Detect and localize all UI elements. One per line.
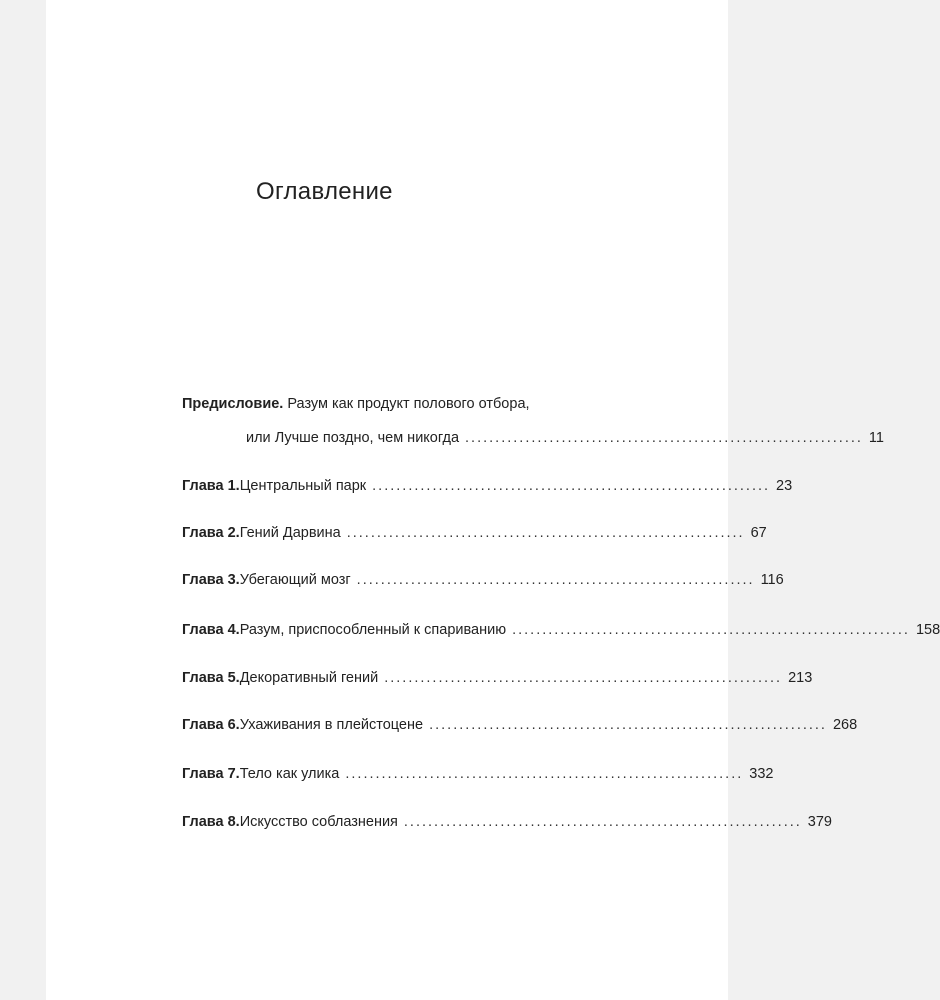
chapter-title: Декоративный гений [239, 670, 379, 686]
toc-entry-chapter-7 [182, 765, 774, 783]
page-number: 158 [915, 622, 940, 638]
page-number: 268 [832, 717, 858, 733]
chapter-lead: Глава 2. [182, 525, 240, 541]
dot-leader: .................................................................. [346, 525, 745, 541]
toc-entry-chapter-3 [182, 571, 784, 589]
toc-entry-preface-line2 [246, 429, 884, 447]
page-number: 67 [750, 525, 767, 541]
chapter-title: Гений Дарвина [239, 525, 341, 541]
preface-lead: Предисловие. [182, 396, 284, 412]
dot-leader: .................................................................. [372, 478, 771, 494]
dot-leader: .................................................................. [465, 430, 863, 446]
page-number: 116 [760, 572, 784, 588]
toc-entry-chapter-1 [182, 477, 793, 495]
page-number: 332 [749, 766, 774, 782]
chapter-lead: Глава 6. [182, 717, 240, 733]
chapter-lead: Глава 8. [182, 814, 240, 830]
page-number: 213 [788, 670, 813, 686]
chapter-title: Искусство соблазнения [239, 814, 398, 830]
book-page [46, 0, 940, 1000]
chapter-title: Разум, приспособленный к спариванию [239, 622, 507, 638]
chapter-lead: Глава 7. [182, 766, 240, 782]
dot-leader: .................................................................. [356, 572, 755, 588]
chapter-title: Центральный парк [239, 478, 367, 494]
page-title: Оглавление [256, 178, 393, 205]
page-number: 23 [776, 478, 793, 494]
preface-title-line2: или Лучше поздно, чем никогда [246, 430, 460, 446]
chapter-lead: Глава 4. [182, 622, 240, 638]
toc-entry-chapter-2 [182, 524, 767, 542]
dot-leader: .................................................................. [403, 814, 802, 830]
toc-entry-chapter-5 [182, 669, 813, 687]
preface-title-line1: Разум как продукт полового отбора, [287, 396, 530, 412]
chapter-lead: Глава 5. [182, 670, 240, 686]
dot-leader: .................................................................. [512, 622, 910, 638]
chapter-title: Убегающий мозг [239, 572, 351, 588]
toc-entry-preface [182, 395, 530, 413]
page-number: 11 [868, 430, 884, 446]
chapter-lead: Глава 3. [182, 572, 240, 588]
chapter-lead: Глава 1. [182, 478, 240, 494]
toc-entry-chapter-6 [182, 716, 858, 734]
toc-entry-chapter-4 [182, 621, 940, 639]
dot-leader: .................................................................. [384, 670, 783, 686]
dot-leader: .................................................................. [345, 766, 744, 782]
chapter-title: Ухаживания в плейстоцене [239, 717, 424, 733]
page-number: 379 [807, 814, 832, 830]
chapter-title: Тело как улика [239, 766, 340, 782]
dot-leader: .................................................................. [429, 717, 827, 733]
toc-entry-chapter-8 [182, 813, 832, 831]
